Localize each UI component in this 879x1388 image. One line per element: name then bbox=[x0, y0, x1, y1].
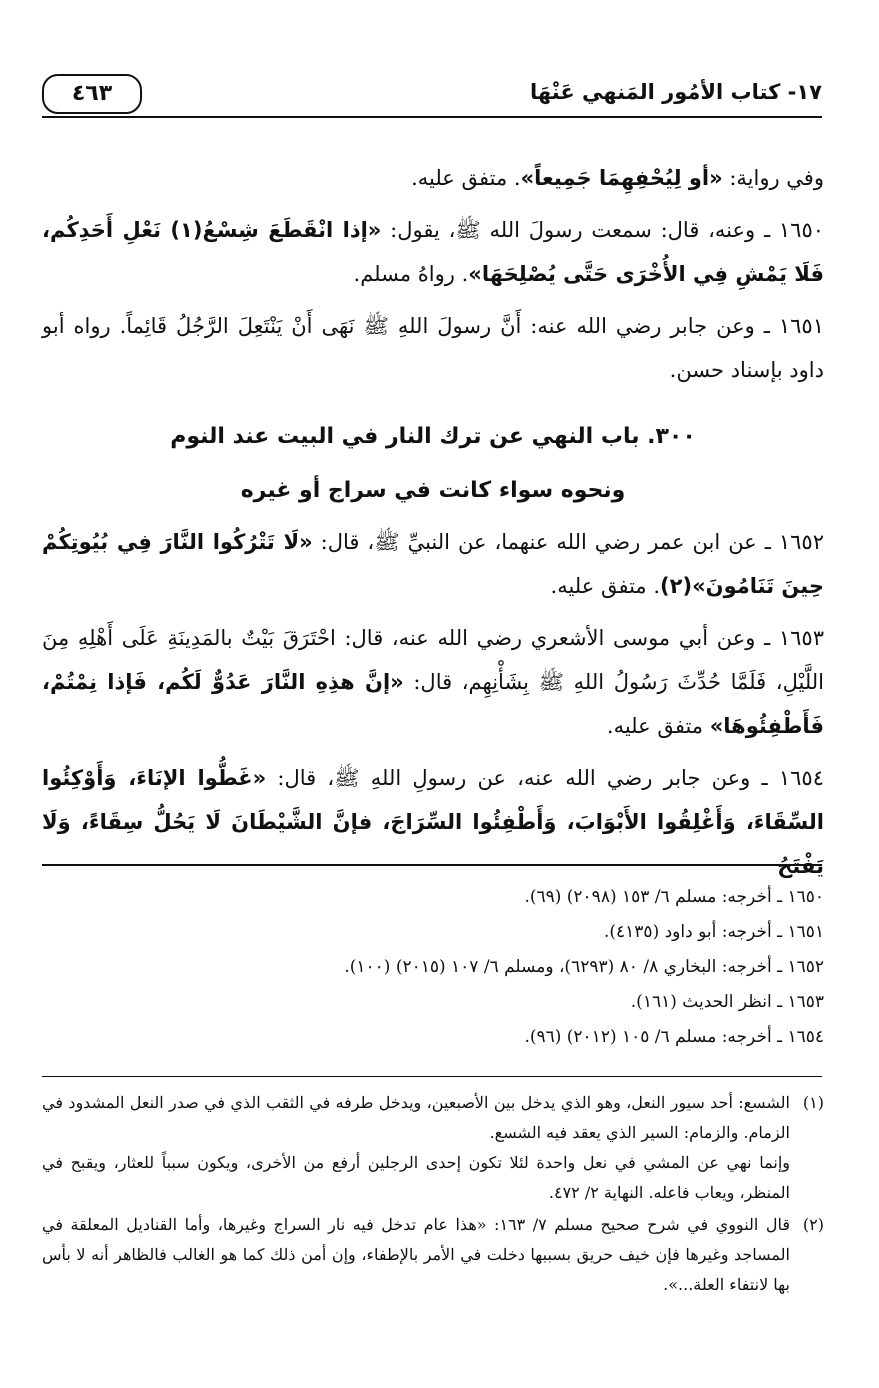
running-title: ١٧- كتاب الأمُور المَنهي عَنْهَا bbox=[530, 80, 822, 104]
paragraph-narration bbox=[42, 156, 824, 200]
footnote-paragraph: وإنما نهي عن المشي في نعل واحدة لئلا تكون إحدى الرجلين أرفع من الأخرى، ويكون سبباً للعثار، ويقبح في المنظر، ويعاب فاعله. النهاية ٢/ ٤٧٢. bbox=[42, 1153, 790, 1202]
text: ١٦٥٣ ـ وعن أبي موسى الأشعري رضي الله عنه، قال: احْتَرَقَ بَيْتٌ بالمَدِينَةِ عَلَى أَهْلِهِ مِنَ اللَّيْلِ، فَلَمَّا حُدِّثَ رَسُولُ اللهِ ﷺ بِشَأْنِهِم، قال: bbox=[42, 626, 825, 694]
text: . متفق عليه. bbox=[411, 166, 521, 190]
chapter-heading bbox=[42, 410, 824, 518]
text: وفي رواية: bbox=[722, 166, 824, 190]
footnotes-separator bbox=[42, 1076, 822, 1077]
footnote-paragraph: قال النووي في شرح صحيح مسلم ٧/ ١٦٣: «هذا عام تدخل فيه نار السراج وغيرها، وأما القناديل المعلقة في المساجد وغيرها فإن خيف حريق بسببها دخلت في الأمر بالإطفاء، وإن أمن ذلك كما هو الغالب فالظاهر أنه لا بأس بها لانتفاء العلة...». bbox=[42, 1215, 791, 1294]
header-rule bbox=[42, 116, 822, 118]
hadith-1652 bbox=[42, 520, 824, 608]
text: . متفق عليه. bbox=[550, 574, 661, 598]
takhrij-item: ١٦٥٢ ـ أخرجه: البخاري ٨/ ٨٠ (٦٢٩٣)، ومسلم ٦/ ١٠٧ (٢٠١٥) (١٠٠). bbox=[344, 957, 824, 977]
takhrij-item: ١٦٥٤ ـ أخرجه: مسلم ٦/ ١٠٥ (٢٠١٢) (٩٦). bbox=[524, 1027, 824, 1047]
footnote-number: (٢) bbox=[802, 1215, 824, 1234]
footnote bbox=[42, 1088, 824, 1208]
takhrij-list bbox=[42, 880, 824, 1055]
takhrij-item: ١٦٥٠ ـ أخرجه: مسلم ٦/ ١٥٣ (٢٠٩٨) (٦٩). bbox=[524, 887, 824, 907]
text: ١٦٥٢ ـ عن ابن عمر رضي الله عنهما، عن النبيِّ ﷺ، قال: bbox=[312, 530, 824, 554]
chapter-title-line-2: ونحوه سواء كانت في سراج أو غيره bbox=[240, 478, 626, 503]
page-header bbox=[42, 72, 822, 122]
text: . رواهُ مسلم. bbox=[353, 262, 469, 286]
hadith-quote: «إذا انْقَطَعَ شِسْعُ(١) نَعْلِ أَحَدِكُم، فَلَا يَمْشِ فِي الأُخْرَى حَتَّى يُصْلِحَهَا» bbox=[42, 218, 824, 286]
page-number: ٤٦٣ bbox=[42, 74, 142, 114]
takhrij-separator bbox=[42, 864, 822, 866]
footnote-paragraph: الشسع: أحد سيور النعل، وهو الذي يدخل بين الأصبعين، ويدخل طرفه في الثقب الذي في صدر النعل المشدود في الزمام. والزمام: السير الذي يعقد فيه الشسع. bbox=[42, 1093, 790, 1142]
footnotes bbox=[42, 1088, 824, 1302]
text: ١٦٥٤ ـ وعن جابر رضي الله عنه، عن رسولِ اللهِ ﷺ، قال: bbox=[266, 766, 824, 790]
hadith-quote: «أو لِيُحْفِهِمَا جَمِيعاً» bbox=[520, 166, 723, 190]
text: ١٦٥٠ ـ وعنه، قال: سمعت رسولَ الله ﷺ، يقول: bbox=[381, 218, 825, 242]
chapter-title-line-1: ٣٠٠. باب النهي عن ترك النار في البيت عند النوم bbox=[170, 424, 696, 449]
footnote bbox=[42, 1210, 824, 1300]
main-text bbox=[42, 156, 824, 896]
hadith-quote: «إنَّ هذِهِ النَّارَ عَدُوٌّ لَكُم، فَإذا نِمْتُمْ، فَأَطْفِئُوهَا» bbox=[42, 670, 824, 738]
hadith-1650 bbox=[42, 208, 824, 296]
hadith-quote: «لَا تَتْرُكُوا النَّارَ فِي بُيُوتِكُمْ حِينَ تَنَامُونَ»(٢) bbox=[42, 530, 824, 598]
text: متفق عليه. bbox=[606, 714, 710, 738]
hadith-quote: «غَطُّوا الإنَاءَ، وَأَوْكِئُوا السِّقَاءَ، وَأَغْلِقُوا الأَبْوَابَ، وَأَطْفِئُوا السِّرَاجَ، فإنَّ الشَّيْطَانَ لَا يَحُلُّ سِقَاءً، وَلَا يَفْتَحُ bbox=[42, 766, 824, 878]
footnote-body bbox=[42, 1088, 790, 1208]
hadith-1651 bbox=[42, 304, 824, 392]
text: ١٦٥١ ـ وعن جابر رضي الله عنه: أَنَّ رسولَ اللهِ ﷺ نَهَى أَنْ يَنْتَعِلَ الرَّجُلُ قَائِماً. رواه أبو داود بإسناد حسن. bbox=[42, 314, 824, 382]
takhrij-item: ١٦٥٣ ـ انظر الحديث (١٦١). bbox=[630, 992, 824, 1012]
takhrij-item: ١٦٥١ ـ أخرجه: أبو داود (٤١٣٥). bbox=[603, 922, 824, 942]
hadith-1654 bbox=[42, 756, 824, 888]
hadith-1653 bbox=[42, 616, 824, 748]
footnote-body bbox=[42, 1210, 790, 1300]
footnote-number: (١) bbox=[802, 1093, 824, 1112]
